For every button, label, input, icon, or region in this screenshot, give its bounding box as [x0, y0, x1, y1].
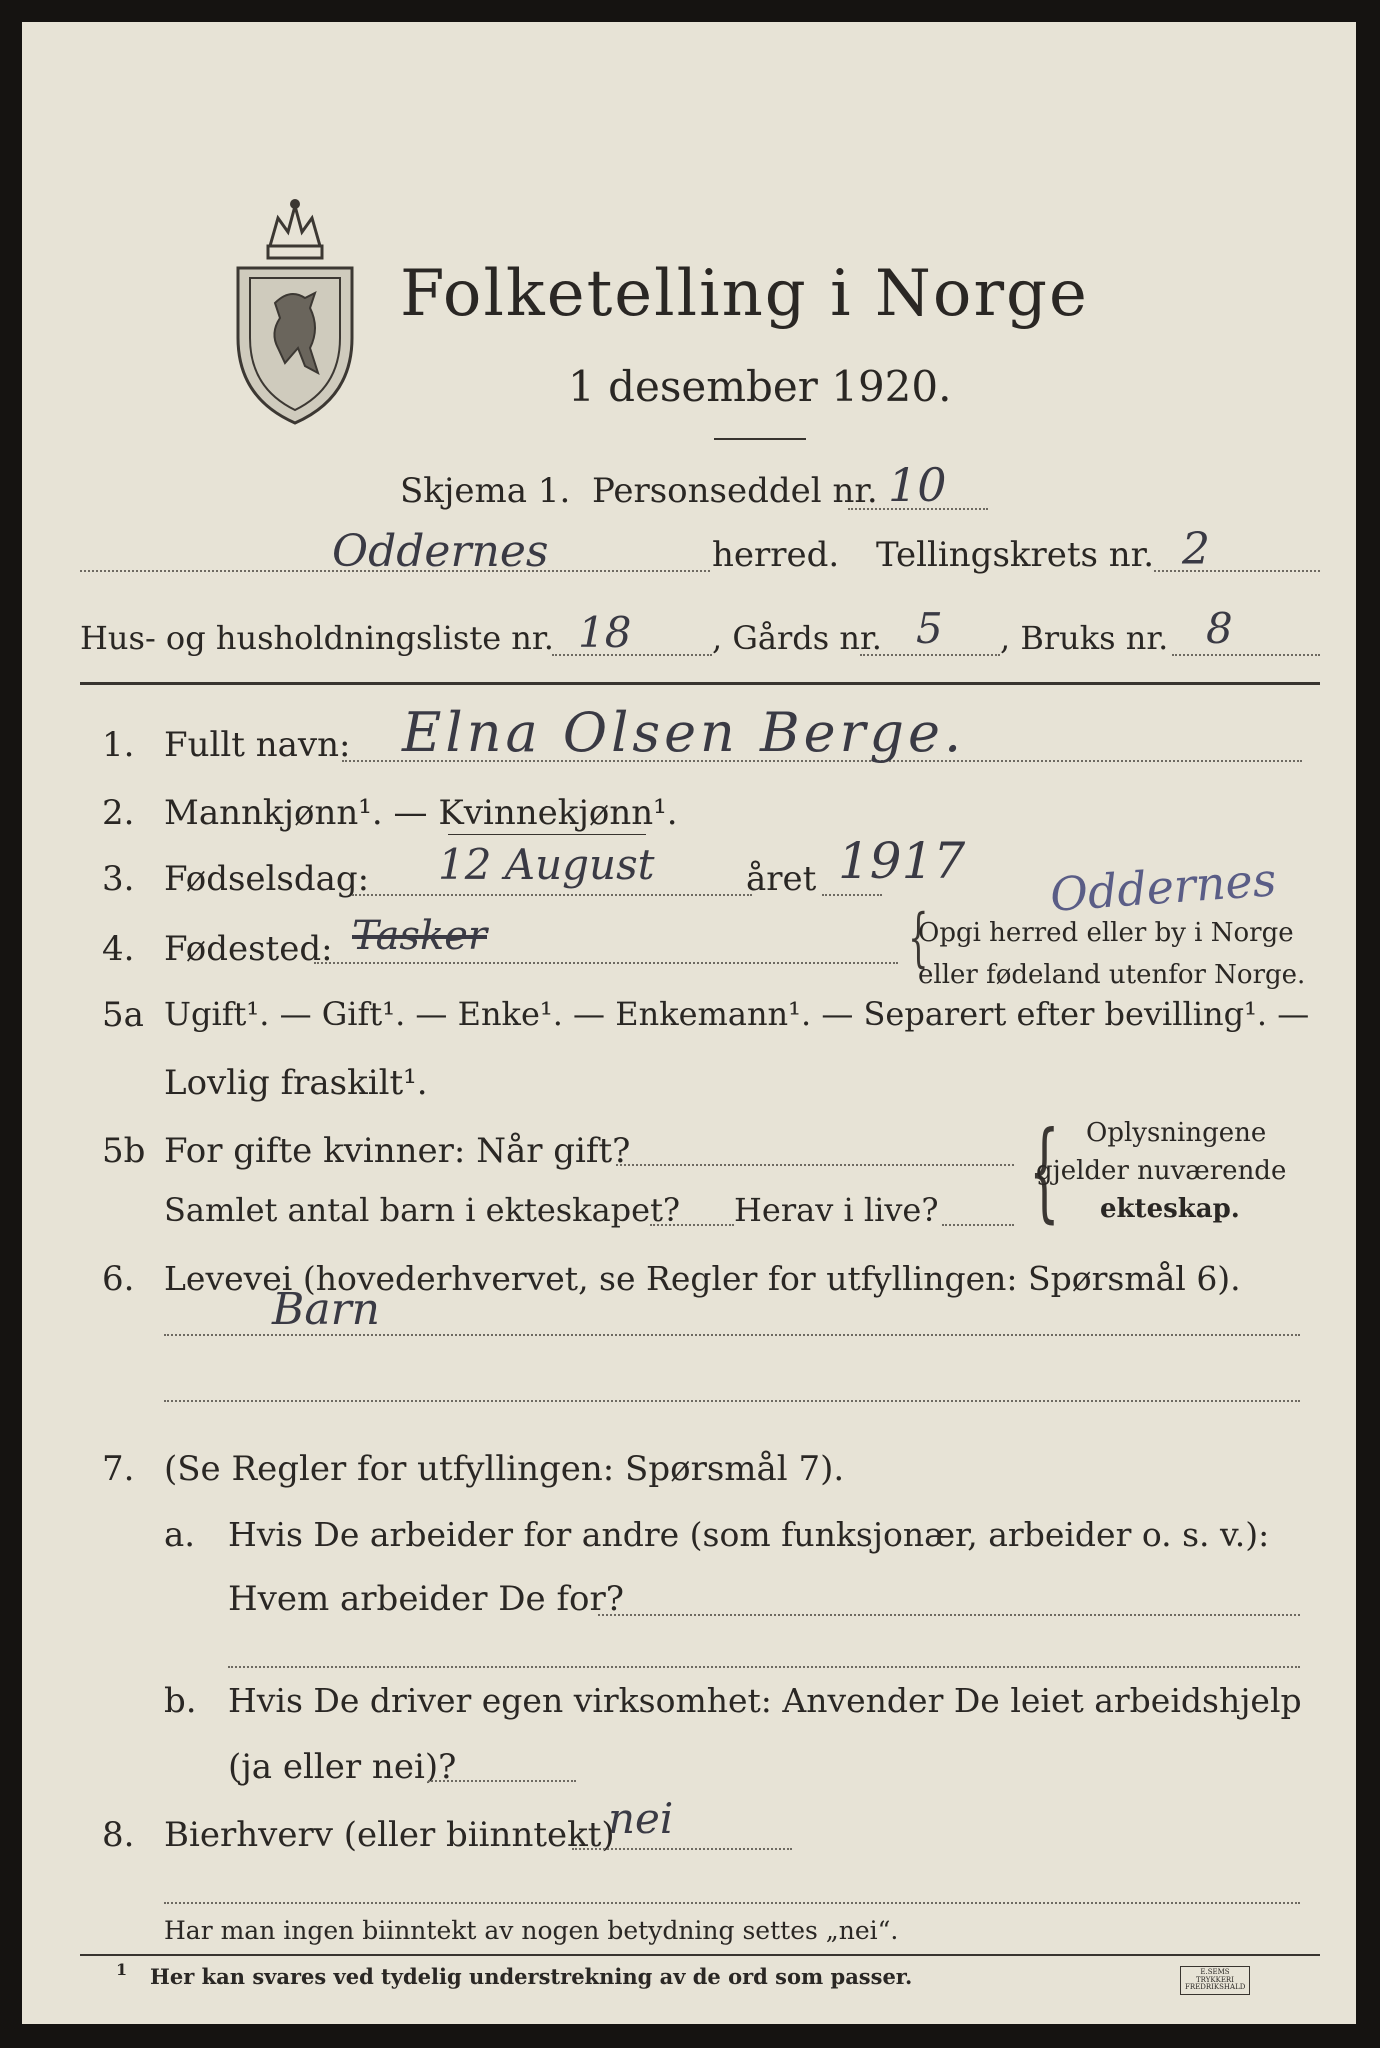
gards-label: , Gårds nr.: [712, 619, 882, 657]
title-divider: [714, 438, 806, 440]
herred-value: Oddernes: [332, 526, 549, 577]
q7-label: (Se Regler for utfyllingen: Spørsmål 7).: [164, 1449, 845, 1489]
q3-label: Fødselsdag:: [164, 859, 370, 899]
q7a-line: [598, 1614, 1300, 1616]
q3-year-value: 1917: [838, 832, 966, 890]
personseddel-label: Personseddel nr.: [592, 471, 878, 511]
q7b-line2: (ja eller nei)?: [228, 1747, 457, 1787]
q5b-brace: {: [1028, 1109, 1060, 1234]
q8-line: [572, 1848, 792, 1850]
q2-label: Mannkjønn¹. — Kvinnekjønn¹.: [164, 793, 678, 833]
q2-number: 2.: [102, 793, 135, 833]
q5b-children-label: Samlet antal barn i ekteskapet?: [164, 1191, 681, 1229]
husliste-label: Hus- og husholdningsliste nr.: [80, 619, 554, 657]
q5b-children-line: [650, 1224, 734, 1226]
q7a-line-extra: [228, 1666, 1300, 1668]
q8-line-extra: [164, 1902, 1300, 1904]
q4-note-line1: Opgi herred eller by i Norge: [918, 918, 1294, 948]
q5a-line1: Ugift¹. — Gift¹. — Enke¹. — Enkemann¹. — Separert efter bevilling¹. —: [164, 995, 1310, 1033]
footer-note: Har man ingen biinntekt av nogen betydning settes „nei“.: [164, 1916, 899, 1945]
q1-value: Elna Olsen Berge.: [402, 701, 966, 764]
q1-number: 1.: [102, 725, 135, 765]
q7b-letter: b.: [164, 1681, 197, 1721]
q4-note-line2: eller fødeland utenfor Norge.: [918, 960, 1306, 990]
q7a-line2: Hvem arbeider De for?: [228, 1579, 624, 1619]
q4-line: [314, 962, 898, 964]
census-form: [22, 22, 1356, 2024]
tellingskrets-line: [1154, 570, 1320, 572]
q5b-note-1: Oplysningene: [1086, 1118, 1267, 1148]
q7b-line1: Hvis De driver egen virksomhet: Anvender De leiet arbeidshjelp: [228, 1681, 1302, 1720]
husliste-line: [552, 654, 712, 656]
tellingskrets-label: Tellingskrets nr.: [876, 535, 1155, 575]
schema-label: Skjema 1.: [400, 471, 571, 511]
q3-day-value: 12 August: [438, 840, 655, 889]
footnote-mark: 1: [116, 1960, 128, 1979]
coat-of-arms-icon: [230, 198, 360, 428]
footer-rule: [80, 1954, 1320, 1956]
q4-value: Tasker: [352, 913, 487, 959]
q6-number: 6.: [102, 1259, 135, 1299]
q7b-line: [428, 1780, 576, 1782]
q5a-line2: Lovlig fraskilt¹.: [164, 1063, 428, 1103]
gards-line: [860, 654, 1000, 656]
q1-label: Fullt navn:: [164, 725, 351, 765]
q5b-alive-line: [942, 1224, 1014, 1226]
gards-value: 5: [916, 604, 943, 653]
q8-value: nei: [608, 1794, 674, 1843]
bruks-label: , Bruks nr.: [1000, 619, 1169, 657]
husliste-value: 18: [578, 608, 632, 657]
bruks-value: 8: [1206, 604, 1233, 653]
q3-number: 3.: [102, 859, 135, 899]
q4-number: 4.: [102, 929, 135, 969]
q5b-note-2: gjelder nuværende: [1036, 1156, 1287, 1186]
q7a-letter: a.: [164, 1515, 196, 1555]
form-date: 1 desember 1920.: [568, 362, 952, 411]
q5b-alive-label: Herav i live?: [734, 1191, 939, 1229]
q5b-number: 5b: [102, 1131, 146, 1171]
q5b-gift-line: [616, 1164, 1014, 1166]
q6-value: Barn: [272, 1284, 380, 1335]
q3-place-note: Oddernes: [1048, 852, 1278, 922]
q8-number: 8.: [102, 1815, 135, 1855]
q5a-number: 5a: [102, 995, 144, 1035]
bruks-line: [1172, 654, 1320, 656]
q8-label: Bierhverv (eller biinntekt): [164, 1815, 615, 1855]
herred-label: herred.: [712, 535, 840, 575]
q5b-line1: For gifte kvinner: Når gift?: [164, 1131, 631, 1171]
q3-aret-label: året: [746, 859, 817, 899]
q6-label: Levevei (hovederhvervet, se Regler for utfyllingen: Spørsmål 6).: [164, 1259, 1241, 1298]
q3-day-line: [352, 894, 752, 896]
header-rule: [80, 682, 1320, 685]
q5b-note-3: ekteskap.: [1100, 1194, 1240, 1224]
q2-underline: [448, 834, 646, 835]
form-title: Folketelling i Norge: [400, 257, 1089, 331]
printer-stamp: E.SEMS TRYKKERI FREDRIKSHALD: [1180, 1966, 1250, 1995]
q3-year-line: [822, 894, 882, 896]
q7a-line1: Hvis De arbeider for andre (som funksjonær, arbeider o. s. v.):: [228, 1515, 1270, 1554]
q6-line2: [164, 1400, 1300, 1402]
personseddel-value: 10: [888, 458, 947, 512]
q4-label: Fødested:: [164, 929, 333, 969]
footnote-text: Her kan svares ved tydelig understrekning av de ord som passer.: [150, 1964, 913, 1989]
q4-brace: {: [908, 901, 929, 975]
q7-number: 7.: [102, 1449, 135, 1489]
tellingskrets-value: 2: [1182, 524, 1210, 575]
